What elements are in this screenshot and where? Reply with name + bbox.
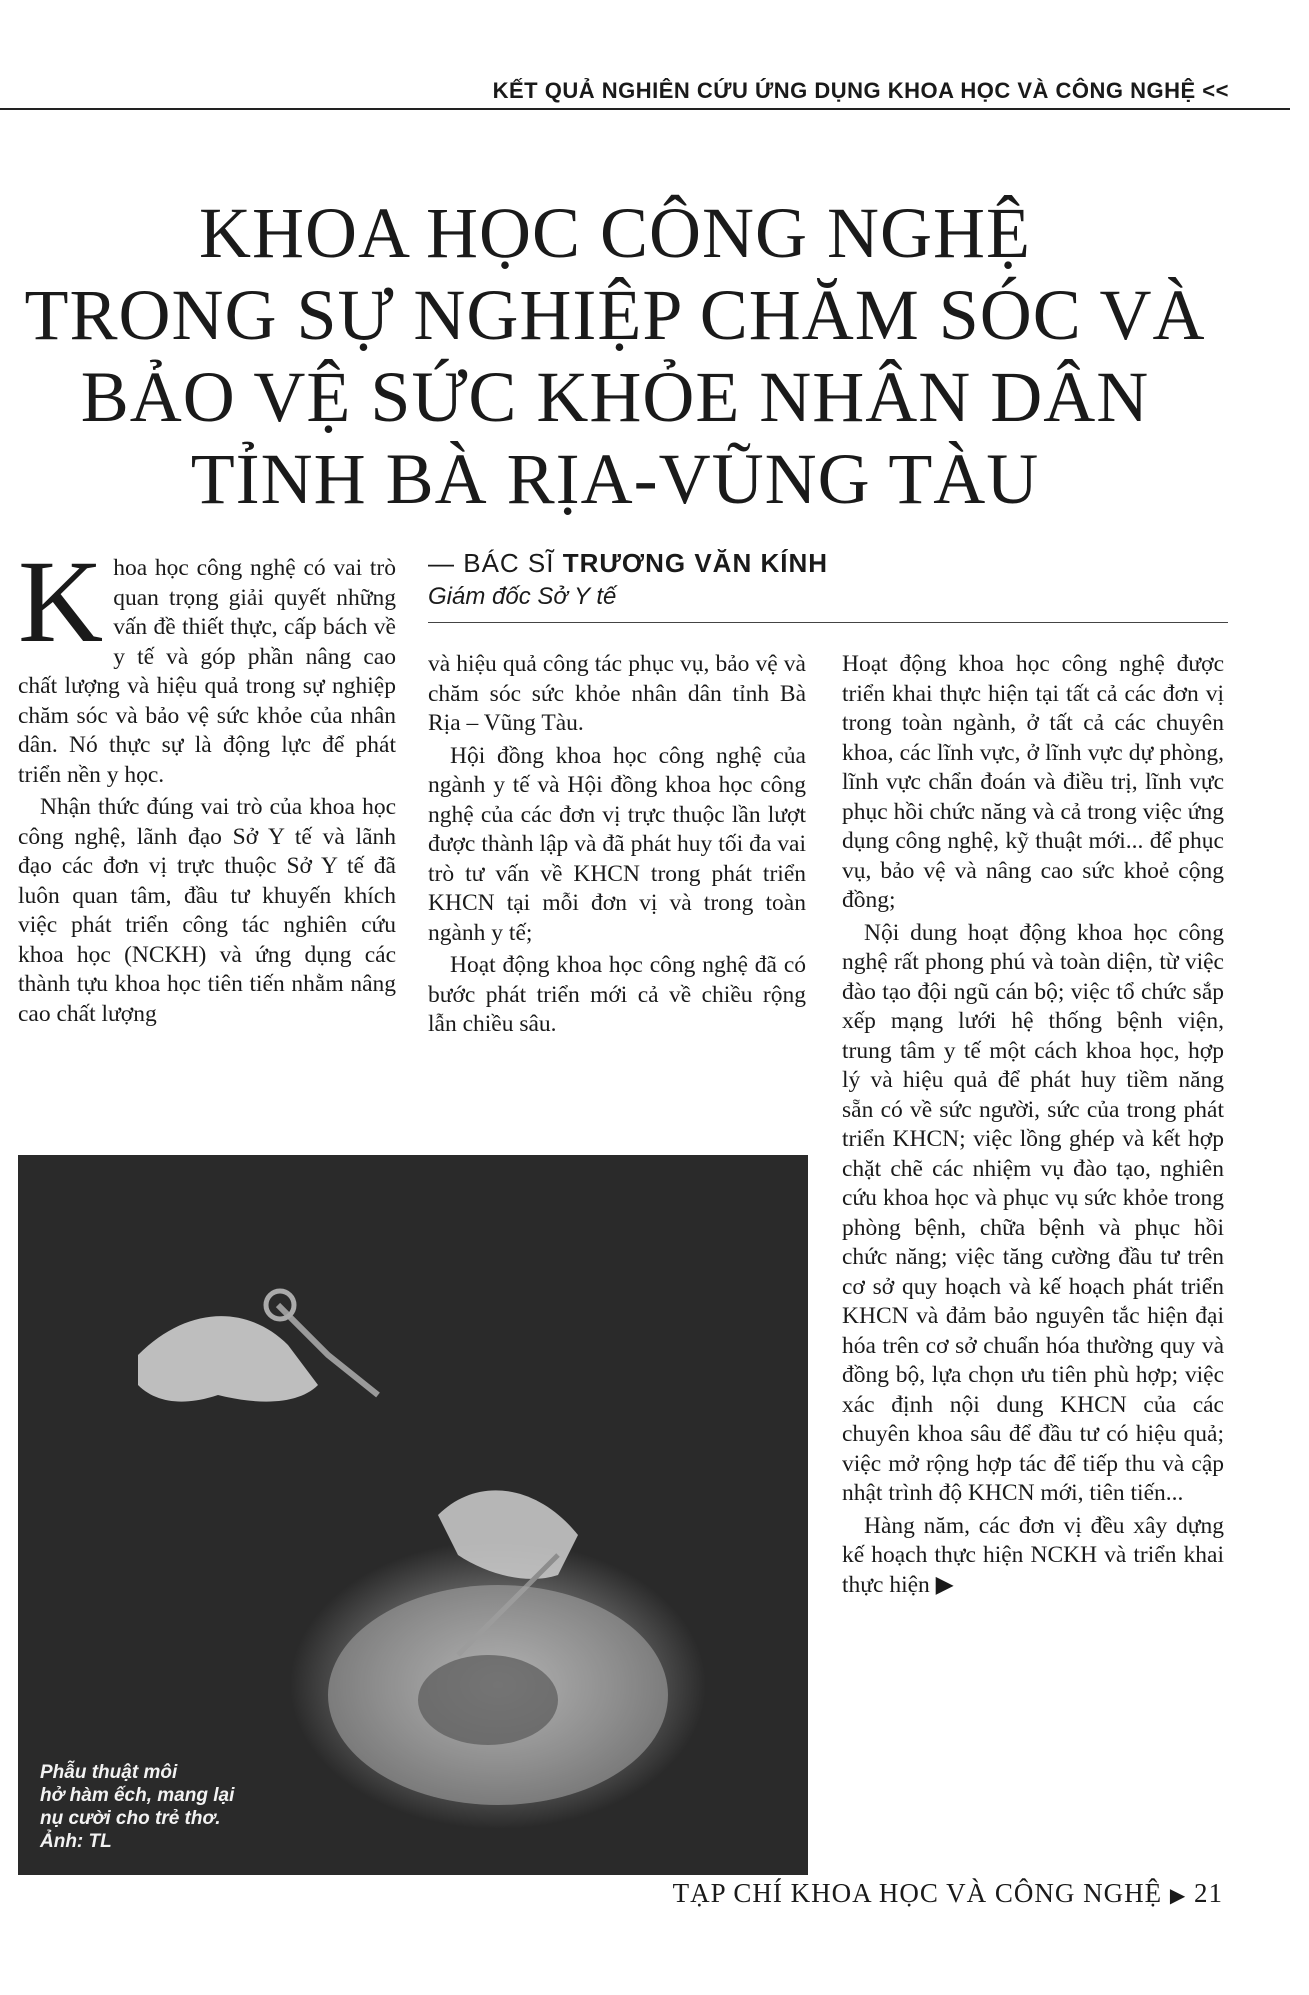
title-line-3: BẢO VỆ SỨC KHỎE NHÂN DÂN <box>80 357 1150 437</box>
paragraph: Nhận thức đúng vai trò của khoa học công nghệ, lãnh đạo Sở Y tế và lãnh đạo các đơn vị trực thuộc Sở Y tế đã luôn quan tâm, đầu tư khuyến khích việc phát triển công tác nghiên cứu khoa học (NCKH) và ứng dụng các thành tựu khoa học tiên tiến nhằm nâng cao chất lượng <box>18 794 396 1027</box>
title-line-2: TRONG SỰ NGHIỆP CHĂM SÓC VÀ <box>24 275 1206 355</box>
article-title <box>0 192 1230 520</box>
section-header: KẾT QUẢ NGHIÊN CỨU ỨNG DỤNG KHOA HỌC VÀ CÔNG NGHỆ << <box>492 78 1229 103</box>
triangle-icon: ▶ <box>1169 1885 1187 1907</box>
column-1 <box>18 536 396 1032</box>
paragraph-text: hoa học công nghệ có vai trò quan trọng giải quyết những vấn đề thiết thực, cấp bách về y tế và góp phần nâng cao chất lượng và hiệu quả trong sự nghiệp chăm sóc và bảo vệ sức khỏe của nhân dân. Nó thực sự là động lực để phát triển nền y học. <box>18 555 396 788</box>
drop-cap: K <box>18 536 104 667</box>
column-3 <box>842 650 1224 1603</box>
photo-caption <box>40 1761 300 1853</box>
paragraph: Hoạt động khoa học công nghệ đã có bước phát triển mới cả về chiều rộng lẫn chiều sâu. <box>428 952 806 1037</box>
caption-line: Ảnh: TL <box>40 1831 112 1852</box>
caption-line: nụ cười cho trẻ thơ. <box>40 1808 221 1829</box>
title-line-4: TỈNH BÀ RỊA-VŨNG TÀU <box>190 439 1040 519</box>
paragraph: Nội dung hoạt động khoa học công nghệ rất phong phú và toàn diện, từ việc đào tạo đội ngũ cán bộ; việc tổ chức sắp xếp mạng lưới hệ thống bệnh viện, trung tâm y tế một cách khoa học, hợp lý và hiệu quả để phát huy tiềm năng sẵn có về sức người, sức của trong phát triển KHCN; việc lồng ghép và kết hợp chặt chẽ các nhiệm vụ đào tạo, nghiên cứu khoa học và phục vụ sức khỏe trong phòng bệnh, chữa bệnh và phục hồi chức năng; việc tăng cường đầu tư trên cơ sở quy hoạch và kế hoạch phát triển KHCN và đảm bảo nguyên tắc hiện đại hóa trên cơ sở chuẩn hóa thường quy và đồng bộ, lựa chọn ưu tiên phù hợp; việc xác định nội dung KHCN của các chuyên khoa sâu để đầu tư có hiệu quả; việc mở rộng hợp tác để tiếp thu và cập nhật trình độ KHCN mới, tiên tiến... <box>842 919 1224 1506</box>
paragraph: Hàng năm, các đơn vị đều xây dựng kế hoạch thực hiện NCKH và triển khai thực hiện ▶ <box>842 1512 1224 1598</box>
page-number: 21 <box>1194 1878 1223 1908</box>
paragraph <box>18 536 396 790</box>
caption-line: Phẫu thuật môi <box>40 1762 178 1783</box>
byline <box>428 548 828 611</box>
author-name: TRƯƠNG VĂN KÍNH <box>562 548 829 578</box>
column-2 <box>428 650 806 1043</box>
byline-prefix: — BÁC SĨ <box>428 548 563 578</box>
paragraph: Hoạt động khoa học công nghệ được triển khai thực hiện tại tất cả các đơn vị trong toàn ngành, ở tất cả các chuyên khoa, các lĩnh vực, ở lĩnh vực dự phòng, lĩnh vực chẩn đoán và điều trị, lĩnh vực phục hồi chức năng và cả trong việc ứng dụng công nghệ, kỹ thuật mới... để phục vụ, bảo vệ và nâng cao sức khoẻ cộng đồng; <box>842 651 1224 913</box>
paragraph: và hiệu quả công tác phục vụ, bảo vệ và chăm sóc sức khỏe nhân dân tỉnh Bà Rịa – Vũng Tàu. <box>428 651 806 736</box>
journal-name: TẠP CHÍ KHOA HỌC VÀ CÔNG NGHỆ <box>672 1878 1163 1908</box>
surgery-photo <box>18 1155 808 1875</box>
author-line <box>428 548 828 579</box>
author-role: Giám đốc Sở Y tế <box>428 583 617 610</box>
caption-line: hở hàm ếch, mang lại <box>40 1785 235 1806</box>
page-footer <box>673 1878 1223 1909</box>
title-line-1: KHOA HỌC CÔNG NGHỆ <box>198 193 1031 273</box>
paragraph: Hội đồng khoa học công nghệ của ngành y tế và Hội đồng khoa học công nghệ của các đơn vị trực thuộc lần lượt được thành lập và đã phát huy tối đa vai trò tư vấn về KHCN trong phát triển KHCN tại mỗi đơn vị và trong toàn ngành y tế; <box>428 742 806 946</box>
byline-rule <box>428 622 1228 623</box>
